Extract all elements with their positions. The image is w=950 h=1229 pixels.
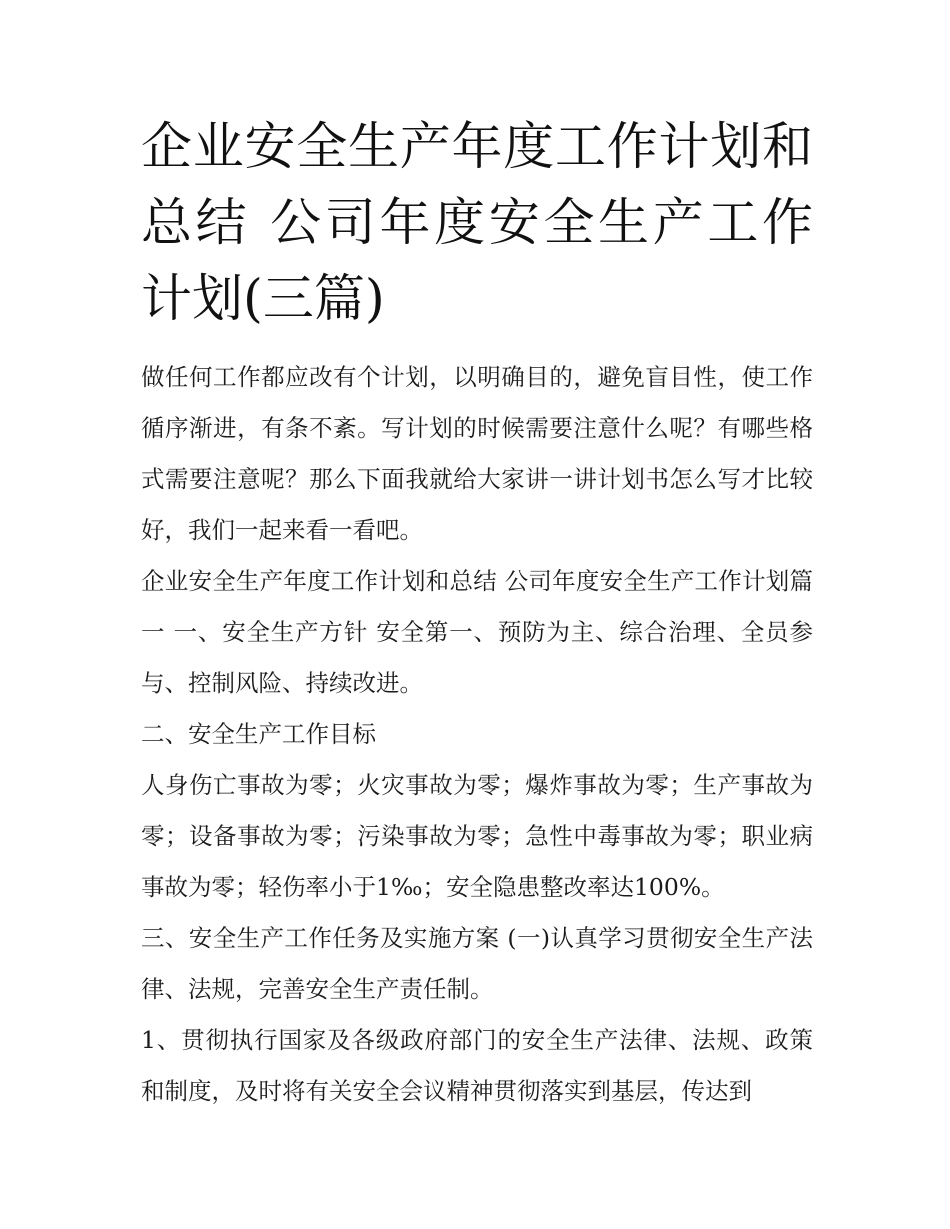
- paragraph-intro: 做任何工作都应改有个计划，以明确目的，避免盲目性，使工作循序渐进，有条不紊。写计划的时候需要注意什么呢？有哪些格式需要注意呢？那么下面我就给大家讲一讲计划书怎么写才比较好，我们一起来看一看吧。: [141, 363, 813, 544]
- document-body: [141, 352, 813, 1117]
- paragraph-targets: 人身伤亡事故为零；火灾事故为零；爆炸事故为零；生产事故为零；设备事故为零；污染事故为零；急性中毒事故为零；职业病事故为零；轻伤率小于1‰；安全隐患整改率达100%。: [141, 771, 813, 901]
- paragraph-section-3: 三、安全生产工作任务及实施方案 (一)认真学习贯彻安全生产法律、法规，完善安全生产责任制。: [141, 924, 813, 1003]
- paragraph-section-1: 企业安全生产年度工作计划和总结 公司年度安全生产工作计划篇一 一、安全生产方针 安全第一、预防为主、综合治理、全员参与、控制风险、持续改进。: [141, 567, 813, 697]
- paragraph-heading-targets: 二、安全生产工作目标: [141, 720, 376, 748]
- document-content: [141, 110, 813, 1117]
- document-title: 企业安全生产年度工作计划和总结 公司年度安全生产工作计划(三篇): [141, 118, 813, 329]
- paragraph-item-1: 1、贯彻执行国家及各级政府部门的安全生产法律、法规、政策和制度，及时将有关安全会议精神贯彻落实到基层，传达到: [141, 1026, 813, 1105]
